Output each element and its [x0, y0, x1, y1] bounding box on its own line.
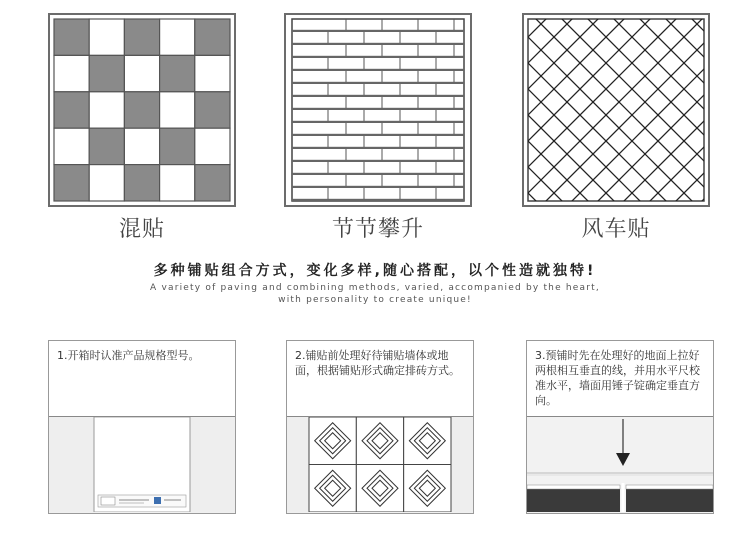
pattern-label-climbing: 节节攀升 [331, 217, 424, 242]
slogan-english-line-2: with personality to create unique! [278, 295, 472, 305]
pattern-label-mixed: 混贴 [118, 217, 165, 242]
slogan-english-line-1: A variety of paving and combining methods, varied, accompanied by the heart, [150, 283, 600, 293]
step-card-2 [286, 340, 474, 514]
staggered-strip-pattern-icon [286, 15, 470, 205]
weave-pattern-frame [522, 13, 710, 207]
step-scene-3 [527, 416, 713, 513]
pattern-label-windmill: 风车贴 [581, 217, 651, 242]
tile-box-label-scene-icon [49, 417, 235, 512]
step-card-1 [48, 340, 236, 514]
step-scene-2 [287, 416, 473, 513]
step-card-3 [526, 340, 714, 514]
step-text-2: 2.铺贴前处理好待铺贴墙体或地面，根据铺贴形式确定排砖方式。 [295, 349, 460, 377]
slogan-chinese: 多种铺贴组合方式，变化多样,随心搭配，以个性造就独特! [153, 263, 597, 279]
tile-layout-scene-icon [287, 417, 473, 512]
level-line-scene-icon [527, 417, 713, 512]
staggered-pattern-frame [284, 13, 472, 207]
step-scene-1 [49, 416, 235, 513]
checker-tile-pattern-icon [50, 15, 234, 205]
diagonal-weave-pattern-icon [524, 15, 708, 205]
step-text-1: 1.开箱时认准产品规格型号。 [57, 349, 200, 362]
step-text-3: 3.预铺时先在处理好的地面上拉好两根相互垂直的线，并用水平尺校准水平，墙面用锤子锭确定垂直方向。 [535, 349, 700, 407]
checker-pattern-frame [48, 13, 236, 207]
